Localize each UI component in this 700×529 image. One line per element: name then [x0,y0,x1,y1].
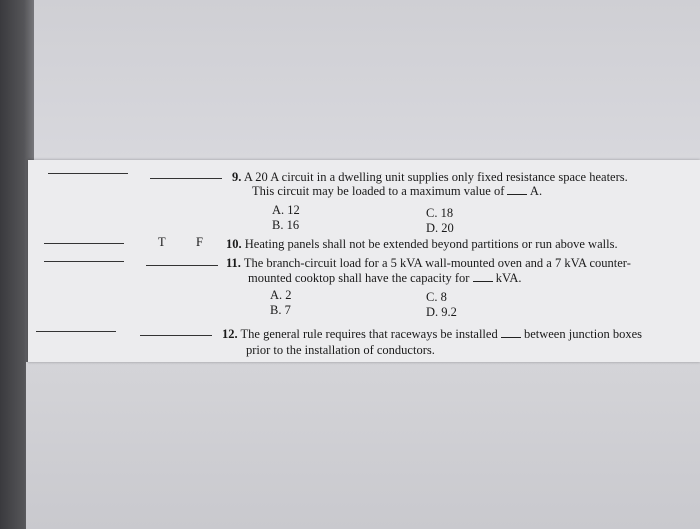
q9-option-b: B. 16 [272,218,300,232]
q12-line1 [222,327,642,341]
q9-option-a: A. 12 [272,203,300,217]
q9-answer-blank-left[interactable] [48,173,128,174]
q12-answer-blank-left[interactable] [36,331,116,332]
q9-option-c: C. 18 [426,206,454,220]
q11-line2 [248,271,522,285]
q12-number: 12. [222,327,238,341]
q12-text-after: between junction boxes [523,327,642,341]
q9-option-d: D. 20 [426,221,454,235]
q9-text: A 20 A circuit in a dwelling unit supplies only fixed resistance space heaters. [243,170,628,184]
q10-false-option[interactable]: F [196,235,203,249]
q11-text-2: mounted cooktop shall have the capacity for [248,271,470,285]
q11-number: 11. [226,256,241,270]
q11-option-b: B. 7 [270,303,291,317]
q11-inline-blank[interactable] [473,271,493,282]
q10-text: Heating panels shall not be extended beyond partitions or run above walls. [244,237,618,251]
q9-unit: A. [529,184,543,198]
q12-text: The general rule requires that raceways be installed [240,327,498,341]
q11-unit: kVA. [495,271,522,285]
q9-line2 [252,184,542,198]
q9-line1 [232,170,628,184]
q9-inline-blank[interactable] [507,184,527,195]
q11-text: The branch-circuit load for a 5 kVA wall-mounted oven and a 7 kVA counter- [243,256,631,270]
q11-option-c: C. 8 [426,290,447,304]
q11-option-d: D. 9.2 [426,305,457,319]
q10-line [226,237,618,251]
q12-line2: prior to the installation of conductors. [246,343,435,357]
q11-line1 [226,256,631,270]
background-page-bottom [26,362,700,529]
q12-inline-blank[interactable] [501,327,521,338]
q11-option-a: A. 2 [270,288,292,302]
q9-number: 9. [232,170,242,184]
q12-answer-blank[interactable] [140,335,212,336]
q10-number: 10. [226,237,242,251]
q10-answer-blank[interactable] [44,243,124,244]
q11-answer-blank-left[interactable] [44,261,124,262]
q10-true-option[interactable]: T [158,235,166,249]
q9-answer-blank[interactable] [150,178,222,179]
background-page-top [34,0,700,165]
q11-answer-blank[interactable] [146,265,218,266]
q9-text-2: This circuit may be loaded to a maximum value of [252,184,505,198]
